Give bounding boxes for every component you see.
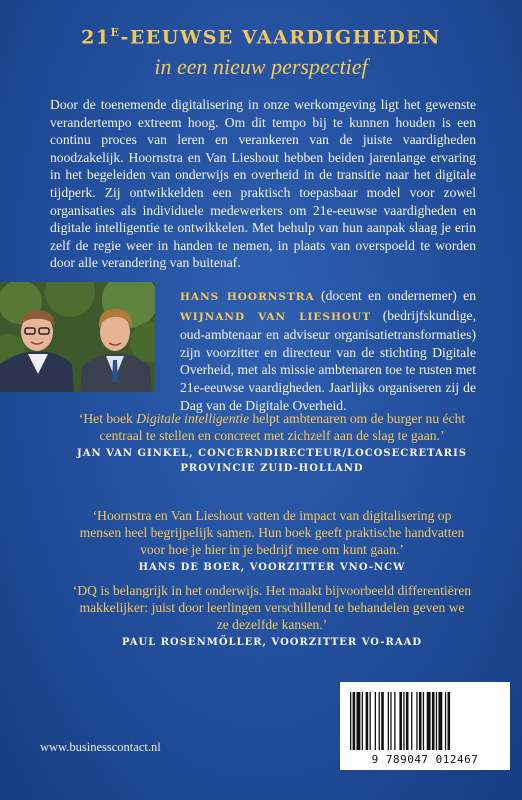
barcode-bar	[423, 692, 424, 750]
author-role-2: (bedrijfskundige, oud-ambtenaar en adviseur organisatietransformaties) zijn voorzitter en directeur van de stichting Digitale Overheid, met als missie ambtenaren toe te rusten met 21e-eeuwse vaardigheden. Jaarlijks organiseren zij de Dag van de Digitale Overheid.	[180, 307, 476, 413]
quote-3-text: ‘DQ is belangrijk in het onderwijs. Het maakt bijvoorbeeld differentiëren makkelijker: juist door leerlingen verschillend te behandelen geven we ze dezelfde kansen.’	[72, 583, 472, 632]
barcode-bar	[438, 692, 442, 750]
author-bio	[180, 287, 476, 414]
intro-paragraph: Door de toenemende digitalisering in onze werkomgeving ligt het gewenste verandertempo extreem hoog. Om dit tempo bij te kunnen houden is een continu proces van leren en verankeren van de juiste vaardigheden noodzakelijk. Hoornstra en Van Lieshout hebben beiden jarenlange ervaring in het begeleiden van onderwijs en overheid in de transitie naar het digitale tijdperk. Zij ontwikkelden een praktisch toepasbaar model voor zowel organisaties als individuele medewerkers om 21e-eeuwse vaardigheden en digitale intelligentie te ontwikkelen. Met behulp van hun aanpak slaag je erin zelf de regie weer in handen te nemen, in plaats van overspoeld te worden door alle verandering van buitenaf.	[50, 97, 476, 271]
title-prefix: 21	[81, 26, 111, 49]
page-title	[0, 26, 522, 48]
barcode-bar	[353, 692, 356, 750]
barcode-bars	[340, 686, 510, 756]
barcode-bar	[370, 692, 371, 750]
author-role-1: (docent en ondernemer) en	[314, 288, 476, 303]
quote-2-attribution: HANS DE BOER, VOORZITTER VNO-NCW	[138, 562, 406, 573]
quote-2	[72, 507, 472, 575]
barcode-bar	[403, 692, 404, 750]
quote-1	[72, 410, 472, 476]
barcode-bar	[427, 692, 431, 750]
website-url: www.businesscontact.nl	[40, 740, 161, 754]
barcode-bar	[366, 692, 369, 750]
barcode-bar	[357, 692, 361, 750]
barcode-bar	[388, 692, 389, 750]
barcode-bar	[381, 692, 384, 750]
barcode-bar	[375, 692, 376, 750]
author-name-1: HANS HOORNSTRA	[180, 291, 315, 303]
quote-2-text: ‘Hoornstra en Van Lieshout vatten de impact van digitalisering op mensen heel begrijpelijk samen. Hun boek geeft praktische handvatten voor hoe je hier in je bedrijf mee om kunt gaan.’	[79, 508, 465, 557]
barcode-bar	[379, 692, 380, 750]
barcode-bar	[350, 692, 351, 750]
barcode-bar	[432, 692, 435, 750]
author-photo	[0, 282, 155, 392]
barcode-bar	[448, 692, 451, 750]
title-suffix: -EEUWSE VAARDIGHEDEN	[120, 26, 441, 49]
barcode-bar	[394, 692, 395, 750]
barcode-bar	[390, 692, 391, 750]
isbn-barcode	[340, 682, 510, 770]
barcode-bar	[419, 692, 422, 750]
quote-1-attribution: JAN VAN GINKEL, CONCERNDIRECTEUR/LOCOSECRETARIS PROVINCIE ZUID-HOLLAND	[77, 448, 467, 474]
title-superscript: E	[110, 26, 121, 39]
author-name-2: WIJNAND VAN LIESHOUT	[180, 310, 372, 323]
quote-3	[72, 582, 472, 650]
quote-1-text: ‘Het boek Digitale intelligentie helpt ambtenaren om de burger nu écht centraal te stellen en concreet met zichzelf aan de slag te gaan.’	[78, 411, 466, 443]
barcode-bar	[406, 692, 409, 750]
barcode-bar	[362, 692, 363, 750]
isbn-number: 9 789047 012467	[371, 753, 479, 766]
barcode-bar	[436, 692, 437, 750]
page-subtitle: in een nieuw perspectief	[154, 54, 368, 79]
quote-3-attribution: PAUL ROSENMÖLLER, VOORZITTER VO-RAAD	[121, 637, 423, 648]
barcode-bar	[416, 692, 417, 750]
barcode-bar	[399, 692, 402, 750]
barcode-bar	[445, 692, 446, 750]
barcode-bar	[411, 692, 412, 750]
